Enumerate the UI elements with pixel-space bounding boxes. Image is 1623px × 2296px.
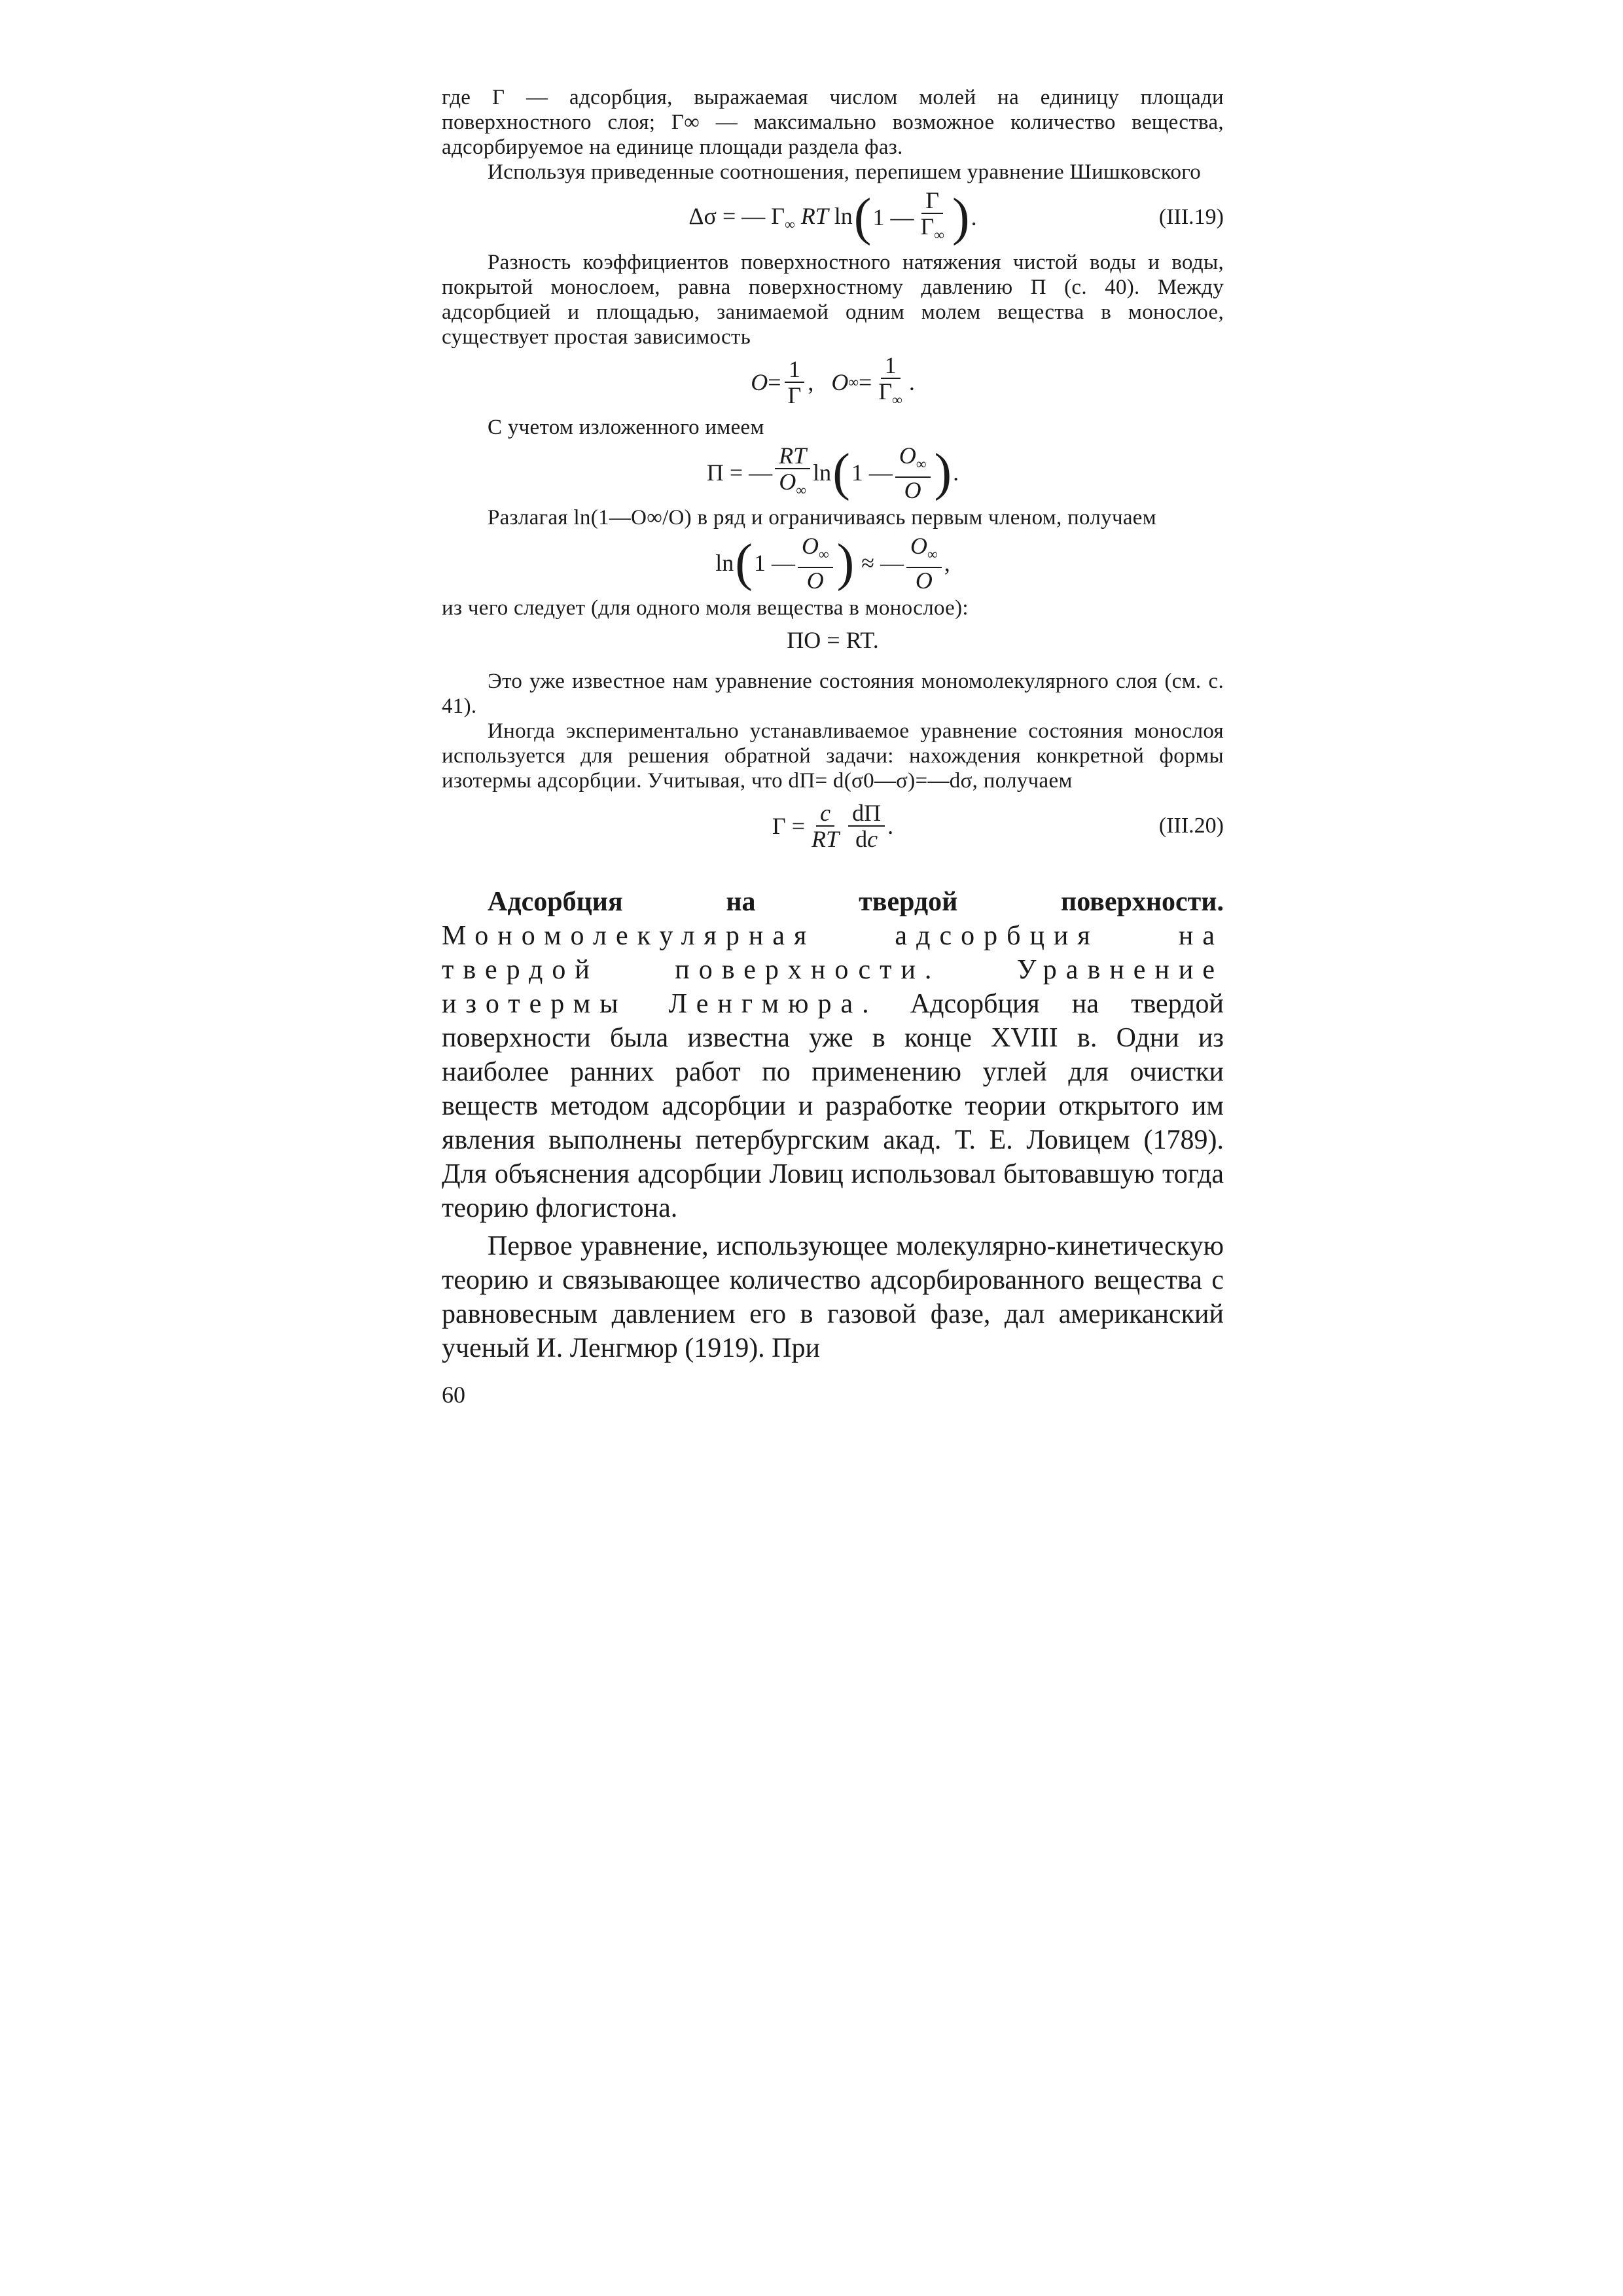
equation-number: (III.20) xyxy=(1158,814,1224,838)
paragraph-rewrite-intro: Используя приведенные соотношения, перепишем уравнение Шишковского xyxy=(488,160,1202,184)
paragraph-definitions: где Г — адсорбция, выражаемая числом молей на единицу площади поверхностного слоя; Г∞ — максимально возможное количество вещества, адсорбируемое на единице площади раздела фаз. xyxy=(442,86,1224,159)
paragraph-langmuir: Первое уравнение, использующее молекулярно-кинетическую теорию и связывающее количество адсорбированного вещества с равновесным давлением его в газовой фазе, дал американский ученый И. Ленгмюр (1919). При xyxy=(442,1231,1224,1363)
equation-log-approx: ln ( 1 — $\frac{O_\infty}{O}$ ) ≈ — $\frac{O_\infty}{O}$ , xyxy=(715,532,950,594)
paragraph-inverse-problem: Иногда экспериментально устанавливаемое уравнение состояния монослоя используется для решения обратной задачи: нахождения конкретной формы изотермы адсорбции. Учитывая, что dП= d(σ0—σ)=—dσ, получаем xyxy=(442,719,1224,793)
equation-iii-19: Δσ = — $Г_\infty$ RT ln ( 1 — $\frac{Г}{Г_\infty}$ ) . (III.19) xyxy=(688,187,1224,246)
paragraph-considering: С учетом изложенного имеем xyxy=(488,416,764,439)
paragraph-therefore: из чего следует (для одного моля вещества в монослое): xyxy=(442,596,969,620)
equation-number: (III.19) xyxy=(1158,205,1224,229)
page-content xyxy=(442,85,1224,1408)
section-subheading: Мономолекулярная адсорбция на твердой поверхности. Уравнение изотермы Ленгмюра. xyxy=(442,921,1224,1019)
paragraph-surface-pressure: Разность коэффициентов поверхностного натяжения чистой воды и воды, покрытой монослоем, равна поверхностному давлению П (с. 40). Между адсорбцией и площадью, занимаемой одним молем вещества в монослое, существует простая зависимость xyxy=(442,251,1224,349)
equation-state: ПО = RT. xyxy=(787,627,879,653)
equation-iii-20: Г = $\frac{c}{RT}$ $\frac{dП}{dc}$ . (III.20) xyxy=(772,800,1224,852)
paragraph-state-equation: Это уже известное нам уравнение состояния мономолекулярного слоя (см. с. 41). xyxy=(442,670,1224,718)
equation-pressure-log: П = — $\frac{RT}{O_\infty}$ ln ( 1 — $\frac{O_\infty}{O}$ ) . xyxy=(706,442,959,503)
equation-area-relation: O = $\frac{1}{Г}$ , O ∞ = $\frac{1}{Г_\infty}$ . xyxy=(751,351,915,408)
section-heading: Адсорбция на твердой поверхности. xyxy=(488,887,1224,917)
page-number: 60 xyxy=(442,1382,465,1408)
paragraph-expansion: Разлагая ln(1—O∞/O) в ряд и ограничиваясь первым членом, получаем xyxy=(488,506,1156,529)
paragraph-history: Адсорбция на твердой поверхности была известна уже в конце XVIII в. Одни из наиболее ранних работ по применению углей для очистки веществ методом адсорбции и разработке теории открытого им явления выполнены петербургским акад. Т. Е. Ловицем (1789). Для объяснения адсорбции Ловиц использовал бытовавшую тогда теорию флогистона. xyxy=(442,989,1224,1223)
section-intro xyxy=(442,885,1224,1225)
